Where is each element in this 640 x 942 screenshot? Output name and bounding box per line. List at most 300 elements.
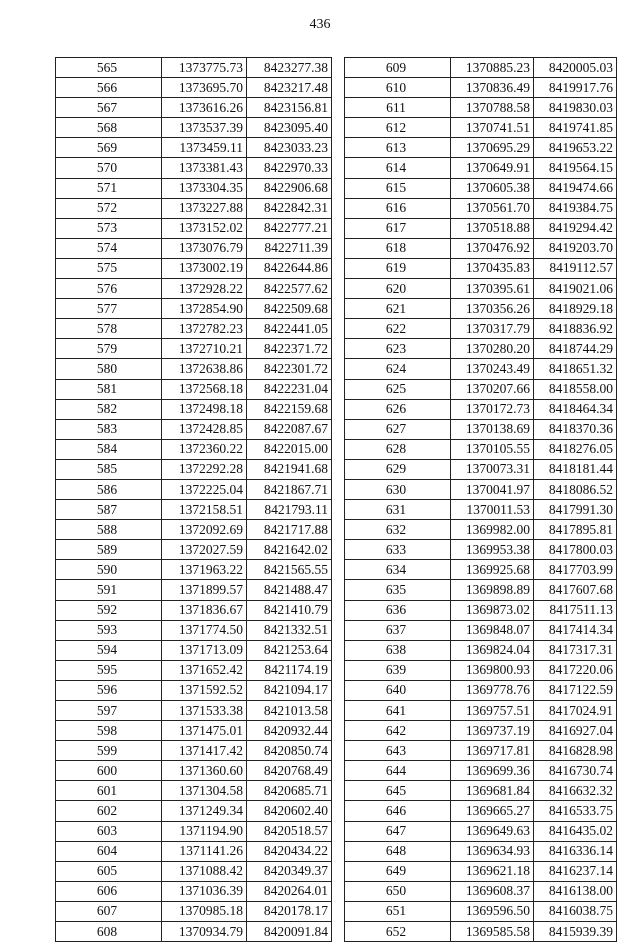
table-row (345, 359, 617, 379)
x-coordinate-cell: 1369608.37 (451, 881, 534, 901)
point-number-cell: 595 (56, 660, 162, 680)
y-coordinate-cell: 8416038.75 (534, 901, 617, 921)
y-coordinate-cell: 8421253.64 (247, 640, 332, 660)
x-coordinate-cell: 1370518.88 (451, 218, 534, 238)
point-number-cell: 592 (56, 600, 162, 620)
x-coordinate-cell: 1371713.09 (162, 640, 247, 660)
x-coordinate-cell: 1370243.49 (451, 359, 534, 379)
x-coordinate-cell: 1371036.39 (162, 881, 247, 901)
table-row (345, 922, 617, 942)
point-number-cell: 584 (56, 439, 162, 459)
x-coordinate-cell: 1370105.55 (451, 439, 534, 459)
table-row (56, 339, 332, 359)
y-coordinate-cell: 8417607.68 (534, 580, 617, 600)
point-number-cell: 581 (56, 379, 162, 399)
point-number-cell: 597 (56, 701, 162, 721)
point-number-cell: 631 (345, 500, 451, 520)
point-number-cell: 587 (56, 500, 162, 520)
x-coordinate-cell: 1369800.93 (451, 660, 534, 680)
x-coordinate-cell: 1370476.92 (451, 238, 534, 258)
y-coordinate-cell: 8422970.33 (247, 158, 332, 178)
y-coordinate-cell: 8421642.02 (247, 540, 332, 560)
x-coordinate-cell: 1371088.42 (162, 861, 247, 881)
x-coordinate-cell: 1372158.51 (162, 500, 247, 520)
table-row (56, 419, 332, 439)
y-coordinate-cell: 8417991.30 (534, 500, 617, 520)
point-number-cell: 643 (345, 741, 451, 761)
table-row (56, 761, 332, 781)
table-row (56, 78, 332, 98)
x-coordinate-cell: 1371774.50 (162, 620, 247, 640)
table-row (56, 781, 332, 801)
point-number-cell: 577 (56, 299, 162, 319)
point-number-cell: 609 (345, 58, 451, 78)
x-coordinate-cell: 1373537.39 (162, 118, 247, 138)
y-coordinate-cell: 8421565.55 (247, 560, 332, 580)
x-coordinate-cell: 1371141.26 (162, 841, 247, 861)
x-coordinate-cell: 1371899.57 (162, 580, 247, 600)
point-number-cell: 589 (56, 540, 162, 560)
x-coordinate-cell: 1372568.18 (162, 379, 247, 399)
y-coordinate-cell: 8415939.39 (534, 922, 617, 942)
x-coordinate-cell: 1370788.58 (451, 98, 534, 118)
table-row (345, 258, 617, 278)
table-row (345, 761, 617, 781)
point-number-cell: 607 (56, 901, 162, 921)
table-row (56, 178, 332, 198)
y-coordinate-cell: 8422231.04 (247, 379, 332, 399)
point-number-cell: 630 (345, 479, 451, 499)
table-row (56, 319, 332, 339)
point-number-cell: 586 (56, 479, 162, 499)
point-number-cell: 615 (345, 178, 451, 198)
y-coordinate-cell: 8420178.17 (247, 901, 332, 921)
y-coordinate-cell: 8417895.81 (534, 520, 617, 540)
x-coordinate-cell: 1370435.83 (451, 258, 534, 278)
y-coordinate-cell: 8416435.02 (534, 821, 617, 841)
table-row (56, 258, 332, 278)
y-coordinate-cell: 8416828.98 (534, 741, 617, 761)
y-coordinate-cell: 8420602.40 (247, 801, 332, 821)
point-number-cell: 591 (56, 580, 162, 600)
y-coordinate-cell: 8420349.37 (247, 861, 332, 881)
y-coordinate-cell: 8421332.51 (247, 620, 332, 640)
table-row (345, 701, 617, 721)
point-number-cell: 575 (56, 258, 162, 278)
table-row (56, 701, 332, 721)
x-coordinate-cell: 1369953.38 (451, 540, 534, 560)
point-number-cell: 621 (345, 299, 451, 319)
point-number-cell: 608 (56, 922, 162, 942)
x-coordinate-cell: 1371417.42 (162, 741, 247, 761)
table-row (345, 339, 617, 359)
point-number-cell: 645 (345, 781, 451, 801)
table-row (56, 520, 332, 540)
x-coordinate-cell: 1371652.42 (162, 660, 247, 680)
point-number-cell: 576 (56, 279, 162, 299)
point-number-cell: 594 (56, 640, 162, 660)
y-coordinate-cell: 8422015.00 (247, 439, 332, 459)
table-row (56, 98, 332, 118)
x-coordinate-cell: 1369665.27 (451, 801, 534, 821)
table-row (56, 721, 332, 741)
y-coordinate-cell: 8422842.31 (247, 198, 332, 218)
y-coordinate-cell: 8420434.22 (247, 841, 332, 861)
x-coordinate-cell: 1369737.19 (451, 721, 534, 741)
point-number-cell: 641 (345, 701, 451, 721)
table-row (56, 640, 332, 660)
x-coordinate-cell: 1372225.04 (162, 479, 247, 499)
point-number-cell: 593 (56, 620, 162, 640)
x-coordinate-cell: 1373775.73 (162, 58, 247, 78)
x-coordinate-cell: 1373002.19 (162, 258, 247, 278)
point-number-cell: 628 (345, 439, 451, 459)
point-number-cell: 627 (345, 419, 451, 439)
y-coordinate-cell: 8423095.40 (247, 118, 332, 138)
table-row (56, 500, 332, 520)
point-number-cell: 611 (345, 98, 451, 118)
point-number-cell: 568 (56, 118, 162, 138)
point-number-cell: 624 (345, 359, 451, 379)
x-coordinate-cell: 1370836.49 (451, 78, 534, 98)
point-number-cell: 618 (345, 238, 451, 258)
table-row (345, 399, 617, 419)
x-coordinate-cell: 1369681.84 (451, 781, 534, 801)
x-coordinate-cell: 1373304.35 (162, 178, 247, 198)
y-coordinate-cell: 8420264.01 (247, 881, 332, 901)
table-row (345, 500, 617, 520)
table-row (345, 620, 617, 640)
table-row (56, 399, 332, 419)
table-row (56, 58, 332, 78)
table-row (345, 901, 617, 921)
y-coordinate-cell: 8420932.44 (247, 721, 332, 741)
point-number-cell: 619 (345, 258, 451, 278)
point-number-cell: 610 (345, 78, 451, 98)
y-coordinate-cell: 8416533.75 (534, 801, 617, 821)
point-number-cell: 604 (56, 841, 162, 861)
point-number-cell: 567 (56, 98, 162, 118)
point-number-cell: 646 (345, 801, 451, 821)
x-coordinate-cell: 1369848.07 (451, 620, 534, 640)
x-coordinate-cell: 1370395.61 (451, 279, 534, 299)
x-coordinate-cell: 1372428.85 (162, 419, 247, 439)
x-coordinate-cell: 1371194.90 (162, 821, 247, 841)
y-coordinate-cell: 8422577.62 (247, 279, 332, 299)
y-coordinate-cell: 8422509.68 (247, 299, 332, 319)
table-row (56, 439, 332, 459)
point-number-cell: 612 (345, 118, 451, 138)
table-row (345, 861, 617, 881)
point-number-cell: 570 (56, 158, 162, 178)
x-coordinate-cell: 1370695.29 (451, 138, 534, 158)
y-coordinate-cell: 8417220.06 (534, 660, 617, 680)
table-row (56, 861, 332, 881)
point-number-cell: 622 (345, 319, 451, 339)
table-row (56, 821, 332, 841)
y-coordinate-cell: 8416632.32 (534, 781, 617, 801)
x-coordinate-cell: 1370207.66 (451, 379, 534, 399)
point-number-cell: 636 (345, 600, 451, 620)
table-row (345, 78, 617, 98)
y-coordinate-cell: 8420685.71 (247, 781, 332, 801)
x-coordinate-cell: 1370885.23 (451, 58, 534, 78)
point-number-cell: 580 (56, 359, 162, 379)
point-number-cell: 616 (345, 198, 451, 218)
x-coordinate-cell: 1372498.18 (162, 399, 247, 419)
table-row (56, 459, 332, 479)
y-coordinate-cell: 8418181.44 (534, 459, 617, 479)
point-number-cell: 613 (345, 138, 451, 158)
y-coordinate-cell: 8418651.32 (534, 359, 617, 379)
table-row (56, 218, 332, 238)
x-coordinate-cell: 1369717.81 (451, 741, 534, 761)
table-row (345, 319, 617, 339)
table-row (345, 479, 617, 499)
table-row (345, 158, 617, 178)
x-coordinate-cell: 1373616.26 (162, 98, 247, 118)
table-row (345, 741, 617, 761)
x-coordinate-cell: 1371249.34 (162, 801, 247, 821)
y-coordinate-cell: 8419203.70 (534, 238, 617, 258)
point-number-cell: 650 (345, 881, 451, 901)
x-coordinate-cell: 1370985.18 (162, 901, 247, 921)
x-coordinate-cell: 1369824.04 (451, 640, 534, 660)
point-number-cell: 572 (56, 198, 162, 218)
point-number-cell: 634 (345, 560, 451, 580)
table-row (56, 299, 332, 319)
table-row (56, 540, 332, 560)
table-row (56, 922, 332, 942)
y-coordinate-cell: 8417800.03 (534, 540, 617, 560)
x-coordinate-cell: 1369757.51 (451, 701, 534, 721)
x-coordinate-cell: 1370317.79 (451, 319, 534, 339)
x-coordinate-cell: 1373381.43 (162, 158, 247, 178)
x-coordinate-cell: 1373152.02 (162, 218, 247, 238)
y-coordinate-cell: 8422777.21 (247, 218, 332, 238)
point-number-cell: 605 (56, 861, 162, 881)
table-row (345, 560, 617, 580)
table-row (345, 138, 617, 158)
point-number-cell: 632 (345, 520, 451, 540)
table-row (56, 279, 332, 299)
table-row (56, 881, 332, 901)
table-row (345, 660, 617, 680)
y-coordinate-cell: 8421174.19 (247, 660, 332, 680)
x-coordinate-cell: 1369898.89 (451, 580, 534, 600)
point-number-cell: 644 (345, 761, 451, 781)
y-coordinate-cell: 8423033.23 (247, 138, 332, 158)
x-coordinate-cell: 1370073.31 (451, 459, 534, 479)
left-coordinates-table (55, 57, 332, 942)
table-row (345, 379, 617, 399)
y-coordinate-cell: 8421410.79 (247, 600, 332, 620)
y-coordinate-cell: 8416237.14 (534, 861, 617, 881)
y-coordinate-cell: 8420518.57 (247, 821, 332, 841)
y-coordinate-cell: 8418929.18 (534, 299, 617, 319)
y-coordinate-cell: 8418086.52 (534, 479, 617, 499)
point-number-cell: 638 (345, 640, 451, 660)
table-row (56, 118, 332, 138)
x-coordinate-cell: 1372027.59 (162, 540, 247, 560)
table-row (345, 459, 617, 479)
x-coordinate-cell: 1373076.79 (162, 238, 247, 258)
x-coordinate-cell: 1370741.51 (451, 118, 534, 138)
point-number-cell: 629 (345, 459, 451, 479)
y-coordinate-cell: 8423156.81 (247, 98, 332, 118)
y-coordinate-cell: 8419384.75 (534, 198, 617, 218)
x-coordinate-cell: 1371533.38 (162, 701, 247, 721)
y-coordinate-cell: 8416138.00 (534, 881, 617, 901)
x-coordinate-cell: 1372710.21 (162, 339, 247, 359)
x-coordinate-cell: 1370561.70 (451, 198, 534, 218)
y-coordinate-cell: 8420091.84 (247, 922, 332, 942)
point-number-cell: 585 (56, 459, 162, 479)
y-coordinate-cell: 8416730.74 (534, 761, 617, 781)
table-row (56, 841, 332, 861)
point-number-cell: 633 (345, 540, 451, 560)
x-coordinate-cell: 1371963.22 (162, 560, 247, 580)
y-coordinate-cell: 8418370.36 (534, 419, 617, 439)
point-number-cell: 647 (345, 821, 451, 841)
point-number-cell: 566 (56, 78, 162, 98)
point-number-cell: 648 (345, 841, 451, 861)
point-number-cell: 617 (345, 218, 451, 238)
y-coordinate-cell: 8417317.31 (534, 640, 617, 660)
point-number-cell: 639 (345, 660, 451, 680)
point-number-cell: 574 (56, 238, 162, 258)
table-row (56, 660, 332, 680)
y-coordinate-cell: 8418276.05 (534, 439, 617, 459)
y-coordinate-cell: 8417024.91 (534, 701, 617, 721)
point-number-cell: 620 (345, 279, 451, 299)
point-number-cell: 651 (345, 901, 451, 921)
table-row (56, 741, 332, 761)
point-number-cell: 565 (56, 58, 162, 78)
point-number-cell: 590 (56, 560, 162, 580)
table-row (345, 841, 617, 861)
table-row (345, 781, 617, 801)
point-number-cell: 649 (345, 861, 451, 881)
y-coordinate-cell: 8423217.48 (247, 78, 332, 98)
y-coordinate-cell: 8419741.85 (534, 118, 617, 138)
table-row (345, 821, 617, 841)
table-row (56, 158, 332, 178)
point-number-cell: 635 (345, 580, 451, 600)
point-number-cell: 603 (56, 821, 162, 841)
y-coordinate-cell: 8419564.15 (534, 158, 617, 178)
point-number-cell: 640 (345, 680, 451, 700)
x-coordinate-cell: 1369873.02 (451, 600, 534, 620)
x-coordinate-cell: 1372928.22 (162, 279, 247, 299)
point-number-cell: 583 (56, 419, 162, 439)
table-row (345, 58, 617, 78)
table-row (56, 198, 332, 218)
table-row (56, 580, 332, 600)
x-coordinate-cell: 1373695.70 (162, 78, 247, 98)
point-number-cell: 623 (345, 339, 451, 359)
point-number-cell: 652 (345, 922, 451, 942)
point-number-cell: 637 (345, 620, 451, 640)
y-coordinate-cell: 8418464.34 (534, 399, 617, 419)
point-number-cell: 571 (56, 178, 162, 198)
table-row (56, 238, 332, 258)
x-coordinate-cell: 1370934.79 (162, 922, 247, 942)
y-coordinate-cell: 8416927.04 (534, 721, 617, 741)
y-coordinate-cell: 8421094.17 (247, 680, 332, 700)
x-coordinate-cell: 1371360.60 (162, 761, 247, 781)
x-coordinate-cell: 1371304.58 (162, 781, 247, 801)
y-coordinate-cell: 8418558.00 (534, 379, 617, 399)
y-coordinate-cell: 8418744.29 (534, 339, 617, 359)
x-coordinate-cell: 1369596.50 (451, 901, 534, 921)
y-coordinate-cell: 8417511.13 (534, 600, 617, 620)
x-coordinate-cell: 1369778.76 (451, 680, 534, 700)
x-coordinate-cell: 1369982.00 (451, 520, 534, 540)
table-row (56, 379, 332, 399)
x-coordinate-cell: 1370280.20 (451, 339, 534, 359)
y-coordinate-cell: 8421793.11 (247, 500, 332, 520)
y-coordinate-cell: 8421488.47 (247, 580, 332, 600)
y-coordinate-cell: 8419917.76 (534, 78, 617, 98)
table-row (56, 359, 332, 379)
table-row (345, 118, 617, 138)
y-coordinate-cell: 8421013.58 (247, 701, 332, 721)
table-row (56, 801, 332, 821)
x-coordinate-cell: 1372360.22 (162, 439, 247, 459)
y-coordinate-cell: 8422159.68 (247, 399, 332, 419)
y-coordinate-cell: 8422371.72 (247, 339, 332, 359)
point-number-cell: 600 (56, 761, 162, 781)
point-number-cell: 614 (345, 158, 451, 178)
y-coordinate-cell: 8416336.14 (534, 841, 617, 861)
table-row (345, 640, 617, 660)
y-coordinate-cell: 8422441.05 (247, 319, 332, 339)
table-row (345, 299, 617, 319)
y-coordinate-cell: 8419294.42 (534, 218, 617, 238)
x-coordinate-cell: 1369621.18 (451, 861, 534, 881)
y-coordinate-cell: 8419112.57 (534, 258, 617, 278)
x-coordinate-cell: 1370356.26 (451, 299, 534, 319)
y-coordinate-cell: 8417414.34 (534, 620, 617, 640)
point-number-cell: 602 (56, 801, 162, 821)
point-number-cell: 625 (345, 379, 451, 399)
x-coordinate-cell: 1369925.68 (451, 560, 534, 580)
y-coordinate-cell: 8422644.86 (247, 258, 332, 278)
x-coordinate-cell: 1371475.01 (162, 721, 247, 741)
x-coordinate-cell: 1372854.90 (162, 299, 247, 319)
table-row (345, 98, 617, 118)
point-number-cell: 569 (56, 138, 162, 158)
point-number-cell: 578 (56, 319, 162, 339)
table-row (56, 600, 332, 620)
y-coordinate-cell: 8421941.68 (247, 459, 332, 479)
y-coordinate-cell: 8419653.22 (534, 138, 617, 158)
y-coordinate-cell: 8420005.03 (534, 58, 617, 78)
point-number-cell: 601 (56, 781, 162, 801)
table-row (345, 178, 617, 198)
y-coordinate-cell: 8419474.66 (534, 178, 617, 198)
table-row (345, 520, 617, 540)
y-coordinate-cell: 8422087.67 (247, 419, 332, 439)
table-row (345, 419, 617, 439)
y-coordinate-cell: 8417122.59 (534, 680, 617, 700)
table-row (56, 560, 332, 580)
table-row (345, 279, 617, 299)
y-coordinate-cell: 8419830.03 (534, 98, 617, 118)
table-row (345, 801, 617, 821)
y-coordinate-cell: 8418836.92 (534, 319, 617, 339)
